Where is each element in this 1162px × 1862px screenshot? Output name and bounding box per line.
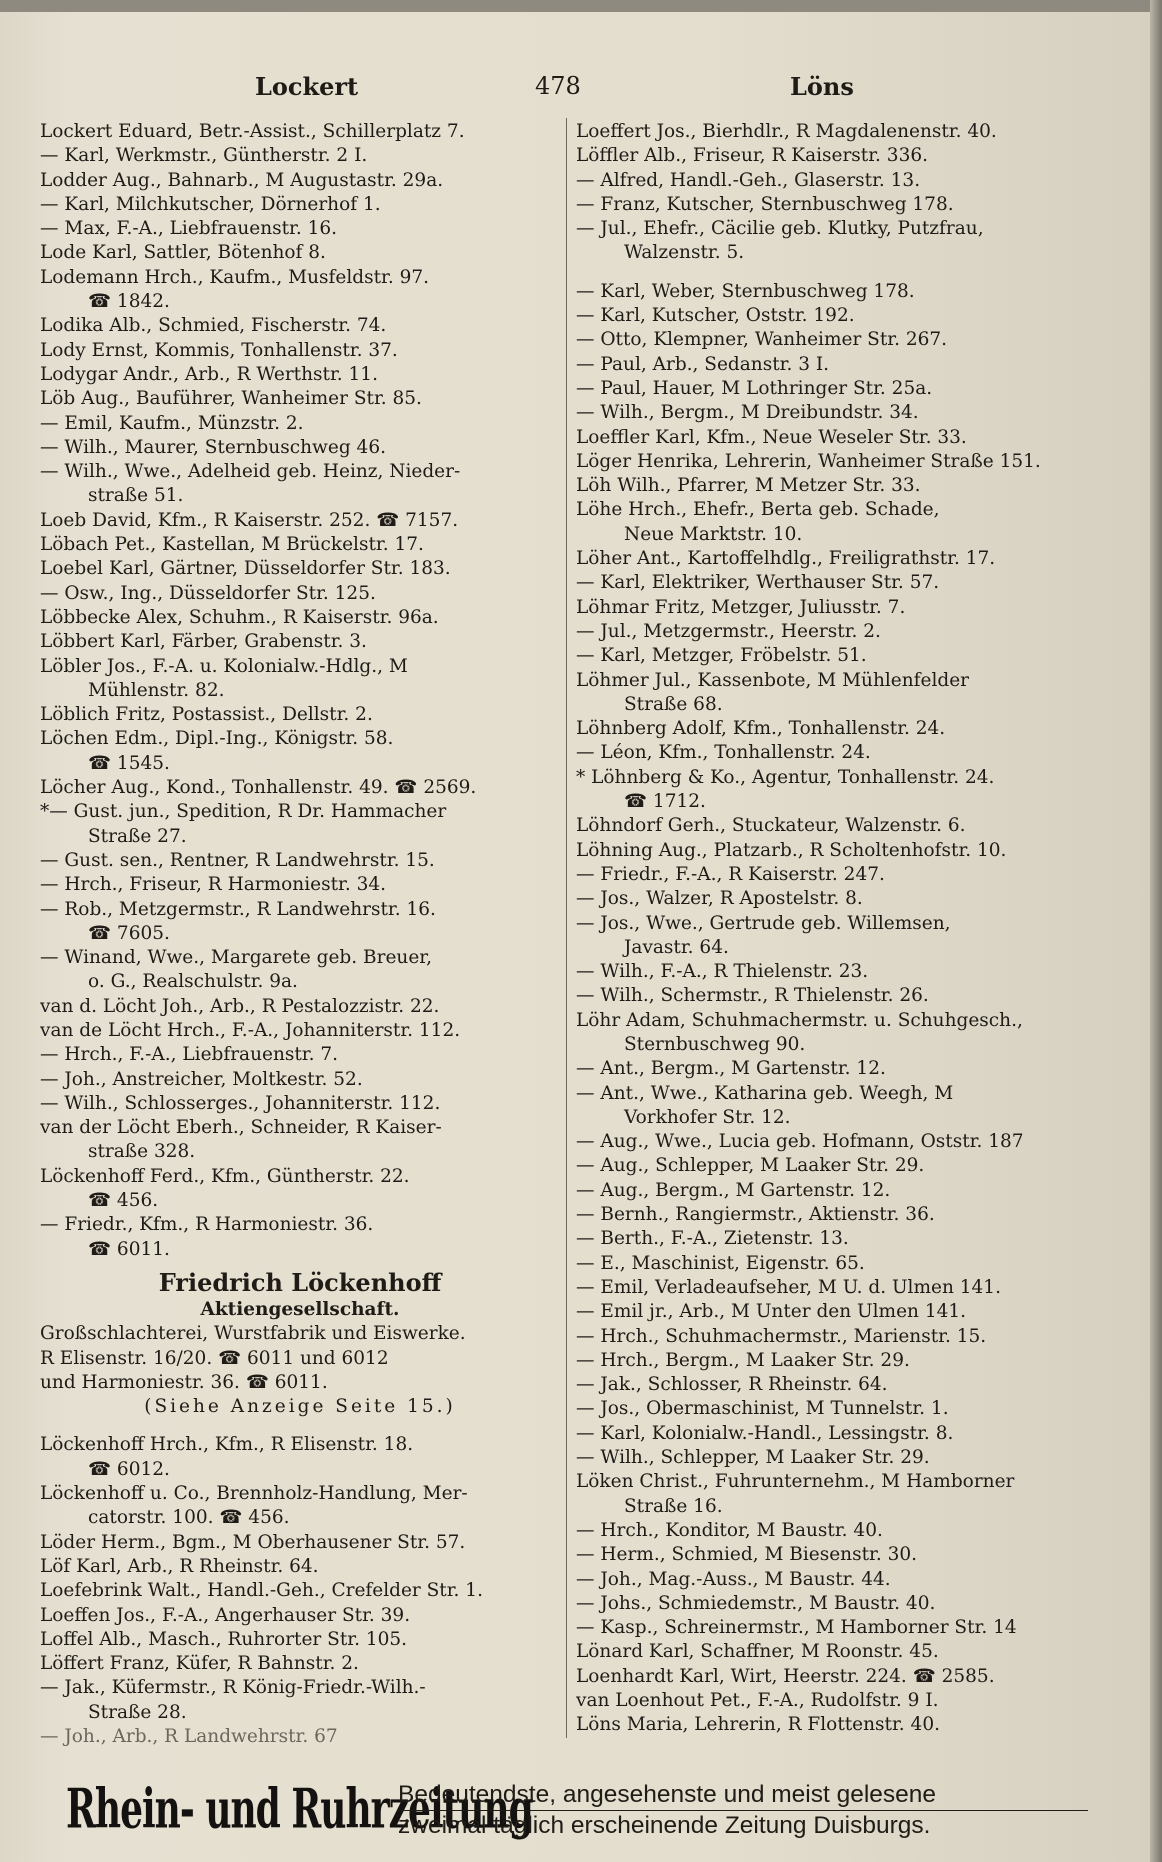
directory-entry: Löger Henrika, Lehrerin, Wanheimer Straße 151.	[576, 450, 1041, 472]
directory-entry: van der Löcht Eberh., Schneider, R Kaiser-	[40, 1117, 442, 1139]
directory-entry: Löckenhoff Hrch., Kfm., R Elisenstr. 18.	[40, 1434, 414, 1456]
directory-entry: — Friedr., F.-A., R Kaiserstr. 247.	[576, 863, 885, 885]
directory-entry: — Joh., Anstreicher, Moltkestr. 52.	[40, 1068, 363, 1090]
directory-entry: Vorkhofer Str. 12.	[624, 1106, 791, 1128]
directory-entry: Loeffen Jos., F.-A., Angerhauser Str. 39.	[40, 1604, 411, 1626]
directory-entry: Löbbert Karl, Färber, Grabenstr. 3.	[40, 631, 367, 653]
page-number: 478	[535, 72, 581, 100]
directory-entry: Friedrich Löckenhoff	[158, 1267, 442, 1297]
directory-entry: ☎ 6012.	[88, 1458, 170, 1480]
directory-entry: — Karl, Kutscher, Oststr. 192.	[576, 305, 855, 327]
right-column	[576, 120, 1100, 1738]
directory-entry: Löf Karl, Arb., R Rheinstr. 64.	[40, 1555, 319, 1577]
directory-entry: — Alfred, Handl.-Geh., Glaserstr. 13.	[576, 169, 921, 191]
directory-entry: Straße 28.	[88, 1701, 187, 1723]
directory-entry: van Loenhout Pet., F.-A., Rudolfstr. 9 I.	[576, 1690, 939, 1711]
directory-entry: Aktiengesellschaft.	[200, 1298, 400, 1320]
newspaper-advert	[66, 1778, 1092, 1848]
directory-entry: — Jak., Schlosser, R Rheinstr. 64.	[576, 1374, 888, 1396]
directory-entry: — Bernh., Rangiermstr., Aktienstr. 36.	[576, 1204, 935, 1226]
directory-entry: Walzenstr. 5.	[624, 242, 745, 264]
directory-entry: Löhr Adam, Schuhmachermstr. u. Schuhgesch.,	[576, 1009, 1023, 1031]
directory-entry: — Karl, Werkmstr., Güntherstr. 2 I.	[40, 145, 368, 167]
directory-entry: Lönard Karl, Schaffner, M Roonstr. 45.	[576, 1641, 939, 1663]
directory-entry: Löhmer Jul., Kassenbote, M Mühlenfelder	[576, 669, 969, 691]
directory-entry: Straße 16.	[624, 1495, 723, 1517]
directory-entry: — Wilh., Maurer, Sternbuschweg 46.	[40, 436, 386, 458]
directory-entry	[576, 266, 1100, 280]
directory-entry: — Emil, Kaufm., Münzstr. 2.	[40, 412, 304, 434]
directory-entry: Lodder Aug., Bahnarb., M Augustastr. 29a.	[40, 169, 444, 191]
directory-entry: Loenhardt Karl, Wirt, Heerstr. 224. ☎ 2585.	[576, 1665, 995, 1687]
directory-entry: * Löhnberg & Ko., Agentur, Tonhallenstr. 24.	[576, 766, 995, 788]
directory-entry: Löken Christ., Fuhrunternehm., M Hamborner	[576, 1471, 1015, 1493]
directory-entry: Loeffler Karl, Kfm., Neue Weseler Str. 33.	[576, 426, 967, 448]
directory-entry: — Karl, Kolonialw.-Handl., Lessingstr. 8.	[576, 1422, 954, 1444]
left-running-head: Lockert	[255, 72, 359, 101]
directory-entry: — Aug., Wwe., Lucia geb. Hofmann, Oststr. 187	[576, 1131, 1024, 1153]
directory-entry: catorstr. 100. ☎ 456.	[88, 1507, 290, 1529]
directory-entry: — Emil, Verladeaufseher, M U. d. Ulmen 141.	[576, 1276, 1001, 1298]
directory-entry: — Aug., Bergm., M Gartenstr. 12.	[576, 1179, 891, 1201]
directory-entry: — Hrch., Konditor, M Baustr. 40.	[576, 1519, 883, 1541]
directory-entry: Mühlenstr. 82.	[88, 679, 225, 701]
directory-entry: Javastr. 64.	[624, 936, 729, 958]
directory-entry: — Jak., Küfermstr., R König-Friedr.-Wilh.-	[40, 1677, 426, 1699]
directory-entry: Löns Maria, Lehrerin, R Flottenstr. 40.	[576, 1714, 940, 1736]
directory-entry: — Wilh., Schermstr., R Thielenstr. 26.	[576, 985, 929, 1007]
slogan-line-1: Bedeutendste, angesehenste und meist gelesene	[398, 1780, 1088, 1811]
directory-entry: ☎ 6011.	[88, 1238, 170, 1260]
directory-entry: — Karl, Milchkutscher, Dörnerhof 1.	[40, 193, 381, 215]
directory-entry: (Siehe Anzeige Seite 15.)	[144, 1396, 456, 1418]
directory-entry: Lode Karl, Sattler, Bötenhof 8.	[40, 242, 326, 264]
directory-entry: — Joh., Arb., R Landwehrstr. 67	[40, 1726, 338, 1747]
directory-entry: Löhndorf Gerh., Stuckateur, Walzenstr. 6.	[576, 815, 966, 837]
directory-entry: — Osw., Ing., Düsseldorfer Str. 125.	[40, 582, 376, 604]
directory-entry: — Aug., Schlepper, M Laaker Str. 29.	[576, 1155, 925, 1177]
directory-entry: Löcher Aug., Kond., Tonhallenstr. 49. ☎ 2569.	[40, 777, 477, 799]
directory-entry: Löhnberg Adolf, Kfm., Tonhallenstr. 24.	[576, 718, 946, 740]
directory-entry: — Franz, Kutscher, Sternbuschweg 178.	[576, 193, 954, 215]
left-column	[40, 120, 560, 1749]
directory-entry: — Gust. sen., Rentner, R Landwehrstr. 15.	[40, 849, 435, 871]
directory-entry: Lockert Eduard, Betr.-Assist., Schillerplatz 7.	[40, 121, 465, 142]
directory-entry: — Ant., Bergm., M Gartenstr. 12.	[576, 1058, 886, 1080]
directory-entry: — Emil jr., Arb., M Unter den Ulmen 141.	[576, 1301, 967, 1323]
directory-entry: und Harmoniestr. 36. ☎ 6011.	[40, 1371, 328, 1393]
directory-entry: Löbach Pet., Kastellan, M Brückelstr. 17.	[40, 534, 424, 556]
directory-entry: Loefebrink Walt., Handl.-Geh., Crefelder Str. 1.	[40, 1580, 483, 1602]
directory-entry: — Karl, Elektriker, Werthauser Str. 57.	[576, 572, 940, 594]
directory-entry: Loebel Karl, Gärtner, Düsseldorfer Str. 183.	[40, 558, 451, 580]
slogan-line-2: zweimal täglich erscheinende Zeitung Duisburgs.	[398, 1812, 931, 1839]
directory-entry: straße 51.	[88, 485, 184, 507]
directory-entry: — Karl, Weber, Sternbuschweg 178.	[576, 280, 915, 302]
directory-entry	[40, 1419, 560, 1433]
directory-entry: ☎ 1842.	[88, 291, 170, 313]
directory-entry: ☎ 1545.	[88, 752, 170, 774]
directory-entry: Löhmar Fritz, Metzger, Juliusstr. 7.	[576, 596, 906, 618]
directory-entry: — Paul, Arb., Sedanstr. 3 I.	[576, 353, 830, 375]
directory-entry: — Kasp., Schreinermstr., M Hamborner Str. 14	[576, 1617, 1017, 1639]
directory-entry: Löbler Jos., F.-A. u. Kolonialw.-Hdlg., M	[40, 655, 408, 677]
directory-entry: Löder Herm., Bgm., M Oberhausener Str. 57.	[40, 1531, 466, 1553]
directory-entry: — Jos., Wwe., Gertrude geb. Willemsen,	[576, 912, 951, 934]
directory-entry: — Karl, Metzger, Fröbelstr. 51.	[576, 645, 867, 667]
directory-entry: straße 328.	[88, 1141, 196, 1163]
directory-entry: *— Gust. jun., Spedition, R Dr. Hammacher	[40, 801, 447, 823]
directory-entry: — Max, F.-A., Liebfrauenstr. 16.	[40, 218, 338, 240]
directory-entry: — Joh., Mag.-Auss., M Baustr. 44.	[576, 1568, 891, 1590]
directory-entry: Löhe Hrch., Ehefr., Berta geb. Schade,	[576, 499, 940, 521]
directory-entry: — Johs., Schmiedemstr., M Baustr. 40.	[576, 1592, 936, 1614]
directory-entry: Löblich Fritz, Postassist., Dellstr. 2.	[40, 704, 373, 726]
column-divider	[566, 118, 567, 1738]
directory-entry: — Jos., Obermaschinist, M Tunnelstr. 1.	[576, 1398, 949, 1420]
directory-entry: — Rob., Metzgermstr., R Landwehrstr. 16.	[40, 898, 436, 920]
directory-entry: Loffel Alb., Masch., Ruhrorter Str. 105.	[40, 1628, 408, 1650]
directory-entry: van d. Löcht Joh., Arb., R Pestalozzistr. 22.	[40, 995, 440, 1017]
directory-entry: — Wilh., Schlosserges., Johanniterstr. 112.	[40, 1092, 441, 1114]
directory-entry: — Hrch., F.-A., Liebfrauenstr. 7.	[40, 1044, 339, 1066]
directory-entry: Lodemann Hrch., Kaufm., Musfeldstr. 97.	[40, 266, 430, 288]
directory-entry: ☎ 456.	[88, 1190, 159, 1212]
directory-entry: Löffler Alb., Friseur, R Kaiserstr. 336.	[576, 145, 928, 167]
directory-entry: — Wilh., Bergm., M Dreibundstr. 34.	[576, 402, 919, 424]
directory-entry: Straße 27.	[88, 825, 187, 847]
directory-entry: Großschlachterei, Wurstfabrik und Eiswerke.	[40, 1323, 466, 1345]
directory-entry: Löckenhoff u. Co., Brennholz-Handlung, Mer-	[40, 1483, 468, 1505]
directory-entry: Lodika Alb., Schmied, Fischerstr. 74.	[40, 315, 387, 337]
directory-entry: ☎ 7605.	[88, 922, 170, 944]
directory-entry: — Friedr., Kfm., R Harmoniestr. 36.	[40, 1214, 374, 1236]
directory-entry: — Hrch., Friseur, R Harmoniestr. 34.	[40, 874, 386, 896]
directory-entry: Lody Ernst, Kommis, Tonhallenstr. 37.	[40, 339, 398, 361]
directory-entry: o. G., Realschulstr. 9a.	[88, 971, 298, 993]
scan-right-edge	[1150, 0, 1162, 1862]
directory-entry: ☎ 1712.	[624, 791, 706, 813]
directory-entry: — Jul., Ehefr., Cäcilie geb. Klutky, Putzfrau,	[576, 218, 984, 240]
directory-entry: Loeffert Jos., Bierhdlr., R Magdalenenstr. 40.	[576, 121, 997, 142]
directory-entry: — Winand, Wwe., Margarete geb. Breuer,	[40, 947, 432, 969]
directory-entry: Löbbecke Alex, Schuhm., R Kaiserstr. 96a.	[40, 606, 439, 628]
directory-entry: Löhning Aug., Platzarb., R Scholtenhofstr. 10.	[576, 839, 1007, 861]
directory-entry: — Léon, Kfm., Tonhallenstr. 24.	[576, 742, 871, 764]
directory-entry: van de Löcht Hrch., F.-A., Johanniterstr. 112.	[40, 1019, 461, 1041]
directory-entry: Straße 68.	[624, 693, 723, 715]
newspaper-brand: Rhein- und Ruhrzeitung	[66, 1778, 533, 1841]
directory-entry: Neue Marktstr. 10.	[624, 523, 803, 545]
directory-entry: Löb Aug., Bauführer, Wanheimer Str. 85.	[40, 388, 422, 410]
directory-entry: — Hrch., Bergm., M Laaker Str. 29.	[576, 1349, 910, 1371]
directory-entry: — Herm., Schmied, M Biesenstr. 30.	[576, 1544, 918, 1566]
right-running-head: Löns	[790, 72, 854, 101]
directory-entry: Lodygar Andr., Arb., R Werthstr. 11.	[40, 363, 378, 385]
directory-entry: — E., Maschinist, Eigenstr. 65.	[576, 1252, 865, 1274]
directory-entry: — Jul., Metzgermstr., Heerstr. 2.	[576, 620, 881, 642]
directory-entry: Löher Ant., Kartoffelhdlg., Freiligrathstr. 17.	[576, 548, 996, 570]
directory-entry: Löh Wilh., Pfarrer, M Metzer Str. 33.	[576, 475, 921, 497]
directory-entry: — Wilh., Schlepper, M Laaker Str. 29.	[576, 1447, 930, 1469]
directory-entry: Löchen Edm., Dipl.-Ing., Königstr. 58.	[40, 728, 394, 750]
directory-entry: — Hrch., Schuhmachermstr., Marienstr. 15.	[576, 1325, 987, 1347]
directory-entry: — Otto, Klempner, Wanheimer Str. 267.	[576, 329, 948, 351]
directory-entry: Löckenhoff Ferd., Kfm., Güntherstr. 22.	[40, 1165, 410, 1187]
directory-entry: — Wilh., Wwe., Adelheid geb. Heinz, Nieder-	[40, 461, 461, 483]
directory-entry: — Ant., Wwe., Katharina geb. Weegh, M	[576, 1082, 954, 1104]
directory-entry: — Berth., F.-A., Zietenstr. 13.	[576, 1228, 849, 1250]
directory-entry: Sternbuschweg 90.	[624, 1033, 806, 1055]
directory-entry: — Jos., Walzer, R Apostelstr. 8.	[576, 888, 863, 910]
scan-top-edge	[0, 0, 1162, 12]
directory-entry: Löffert Franz, Küfer, R Bahnstr. 2.	[40, 1653, 359, 1675]
directory-entry: R Elisenstr. 16/20. ☎ 6011 und 6012	[40, 1347, 389, 1369]
directory-entry: — Paul, Hauer, M Lothringer Str. 25a.	[576, 377, 933, 399]
advert-slogan	[398, 1780, 1088, 1841]
directory-entry: Loeb David, Kfm., R Kaiserstr. 252. ☎ 7157.	[40, 509, 459, 531]
directory-entry: — Wilh., F.-A., R Thielenstr. 23.	[576, 961, 869, 983]
